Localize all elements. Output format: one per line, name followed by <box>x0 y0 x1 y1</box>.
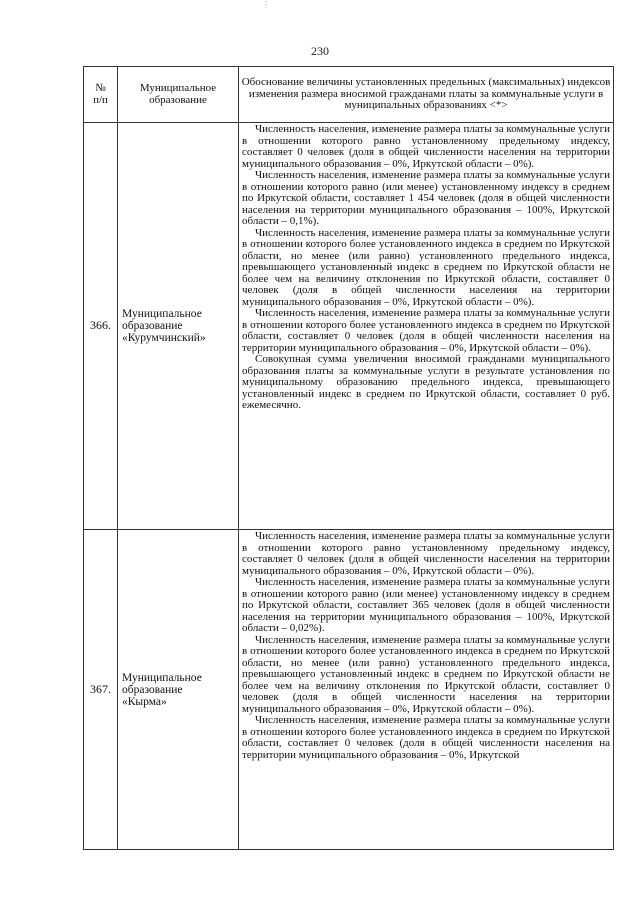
justification-paragraph: Численность населения, изменение размера платы за коммунальные услуги в отношении которого более установленного индекса в среднем по Иркутской области, но менее (или равно) установленного предельного индекса, превышающего установленный индекс в среднем по Иркутской области не более чем на величину отклонения по Иркутской области, составляет 0 человек (доля в общей численности населения на территории муниципального образования – 0%, Иркутской области – 0%). <box>242 226 610 308</box>
header-justification: Обоснование величины установленных предельных (максимальных) индексов изменения размера вносимой гражданами платы за коммунальные услуги в муниципальных образованиях <*> <box>239 67 614 123</box>
tariff-index-table <box>83 66 614 850</box>
header-number <box>84 67 118 123</box>
table-row <box>84 530 614 850</box>
municipality-line: образование <box>122 683 183 696</box>
header-number-line: № <box>95 82 106 94</box>
justification-paragraph: Численность населения, изменение размера платы за коммунальные услуги в отношении которого более установленного индекса в среднем по Иркутской области, составляет 0 человек (доля в общей численности населения на территории муниципального образования – 0%, Иркутской <box>242 714 610 761</box>
row-number: 366. <box>84 123 118 530</box>
justification-paragraph: Совокупная сумма увеличения вносимой гражданами муниципального образования платы за коммунальные услуги в результате установления по муниципальному образованию предельного индекса, превышающего установленный индекс в среднем по Иркутской области, составляет 0 руб. ежемесячно. <box>242 353 610 411</box>
justification-paragraph: Численность населения, изменение размера платы за коммунальные услуги в отношении которого более установленного индекса в среднем по Иркутской области, составляет 0 человек (доля в общей численности населения на территории муниципального образования – 0%, Иркутской области – 0%). <box>242 307 610 354</box>
municipality-line: Муниципальное <box>122 308 202 320</box>
municipality-line: «Курумчинский» <box>122 332 206 344</box>
justification-paragraph: Численность населения, изменение размера платы за коммунальные услуги в отношении которого более установленного индекса в среднем по Иркутской области, но менее (или равно) установленного предельного индекса, превышающего установленный индекс в среднем по Иркутской области не более чем на величину отклонения по Иркутской области, составляет 0 человек (доля в общей численности населения на территории муниципального образования – 0%, Иркутской области – 0%). <box>242 633 610 715</box>
justification-paragraph: Численность населения, изменение размера платы за коммунальные услуги в отношении которого равно установленному предельному индексу, составляет 0 человек (доля в общей численности населения на территории муниципального образования – 0%, Иркутской области – 0%). <box>242 123 610 170</box>
row-justification <box>239 530 614 850</box>
row-municipality <box>118 530 239 850</box>
header-number-line: п/п <box>93 93 108 106</box>
row-justification <box>239 123 614 530</box>
table-row <box>84 123 614 530</box>
municipality-line: Муниципальное <box>122 671 202 684</box>
municipality-line: «Кырма» <box>122 695 167 708</box>
row-number: 367. <box>84 530 118 850</box>
justification-paragraph: Численность населения, изменение размера платы за коммунальные услуги в отношении которого равно (или менее) установленному индексу в среднем по Иркутской области, составляет 365 человек (доля в общей численности населения на территории муниципального образования – 100%, Иркутской области – 0,02%). <box>242 576 610 634</box>
table-header-row <box>84 67 614 123</box>
page-number: 230 <box>311 44 329 58</box>
header-municipality-line: Муниципальное <box>139 82 217 94</box>
header-municipality-line: образование <box>149 93 207 106</box>
margin-scan-mark: ⋮ <box>262 0 270 9</box>
justification-paragraph: Численность населения, изменение размера платы за коммунальные услуги в отношении которого равно установленному предельному индексу, составляет 0 человек (доля в общей численности населения на территории муниципального образования – 0%, Иркутской области – 0%). <box>242 530 610 577</box>
header-municipality <box>118 67 239 123</box>
municipality-line: образование <box>122 320 183 332</box>
row-municipality <box>118 123 239 530</box>
justification-paragraph: Численность населения, изменение размера платы за коммунальные услуги в отношении которого равно (или менее) установленному индексу в среднем по Иркутской области, составляет 1 454 человек (доля в общей численности населения на территории муниципального образования – 100%, Иркутской области – 0,1%). <box>242 169 610 227</box>
